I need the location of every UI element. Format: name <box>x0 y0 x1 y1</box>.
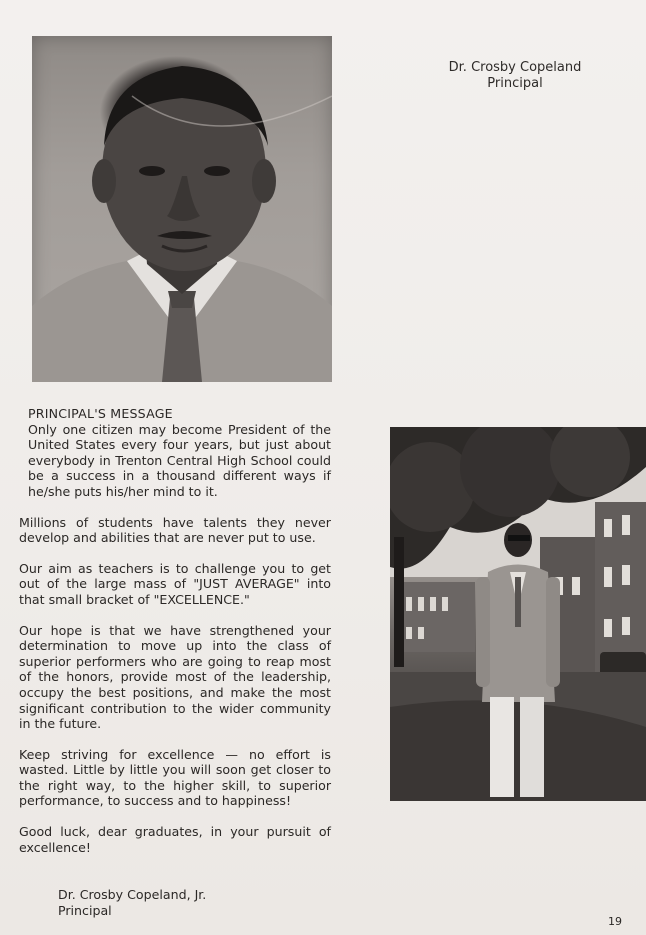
principal-portrait-photo <box>32 36 332 382</box>
principal-outdoor-photo <box>390 427 646 801</box>
message-paragraph-4: Our hope is that we have strengthened your determination to move up into the class of superior performers who are going to reap most of the honors, provide most of the leadership, occupy the best positions, and make the most significant contribution to the wider community in the future. <box>19 622 331 732</box>
page-number: 19 <box>608 915 622 928</box>
signature-role: Principal <box>58 903 112 918</box>
message-paragraph-3: Our aim as teachers is to challenge you to get out of the large mass of "JUST AVERAGE" into that small bracket of "EXCELLENCE." <box>19 560 331 607</box>
photo-caption <box>425 60 605 92</box>
principal-message <box>19 406 331 870</box>
caption-name: Dr. Crosby Copeland <box>448 60 582 75</box>
message-paragraph-2: Millions of students have talents they never develop and abilities that are never put to use. <box>19 514 331 546</box>
message-paragraph-1: Only one citizen may become President of the United States every four years, but just about everybody in Trenton Central High School could be a success in a thousand different ways if he/she puts his/her mind to it. <box>28 421 331 499</box>
caption-role: Principal <box>487 76 543 91</box>
message-paragraph-6: Good luck, dear graduates, in your pursuit of excellence! <box>19 824 331 855</box>
signature-name: Dr. Crosby Copeland, Jr. <box>58 887 207 902</box>
signature-block <box>58 887 206 919</box>
message-paragraph-5: Keep striving for excellence — no effort is wasted. Little by little you will soon get closer to the right way, to the higher skill, to superior performance, to success and to happiness! <box>19 746 331 809</box>
message-heading: PRINCIPAL'S MESSAGE <box>28 406 173 421</box>
